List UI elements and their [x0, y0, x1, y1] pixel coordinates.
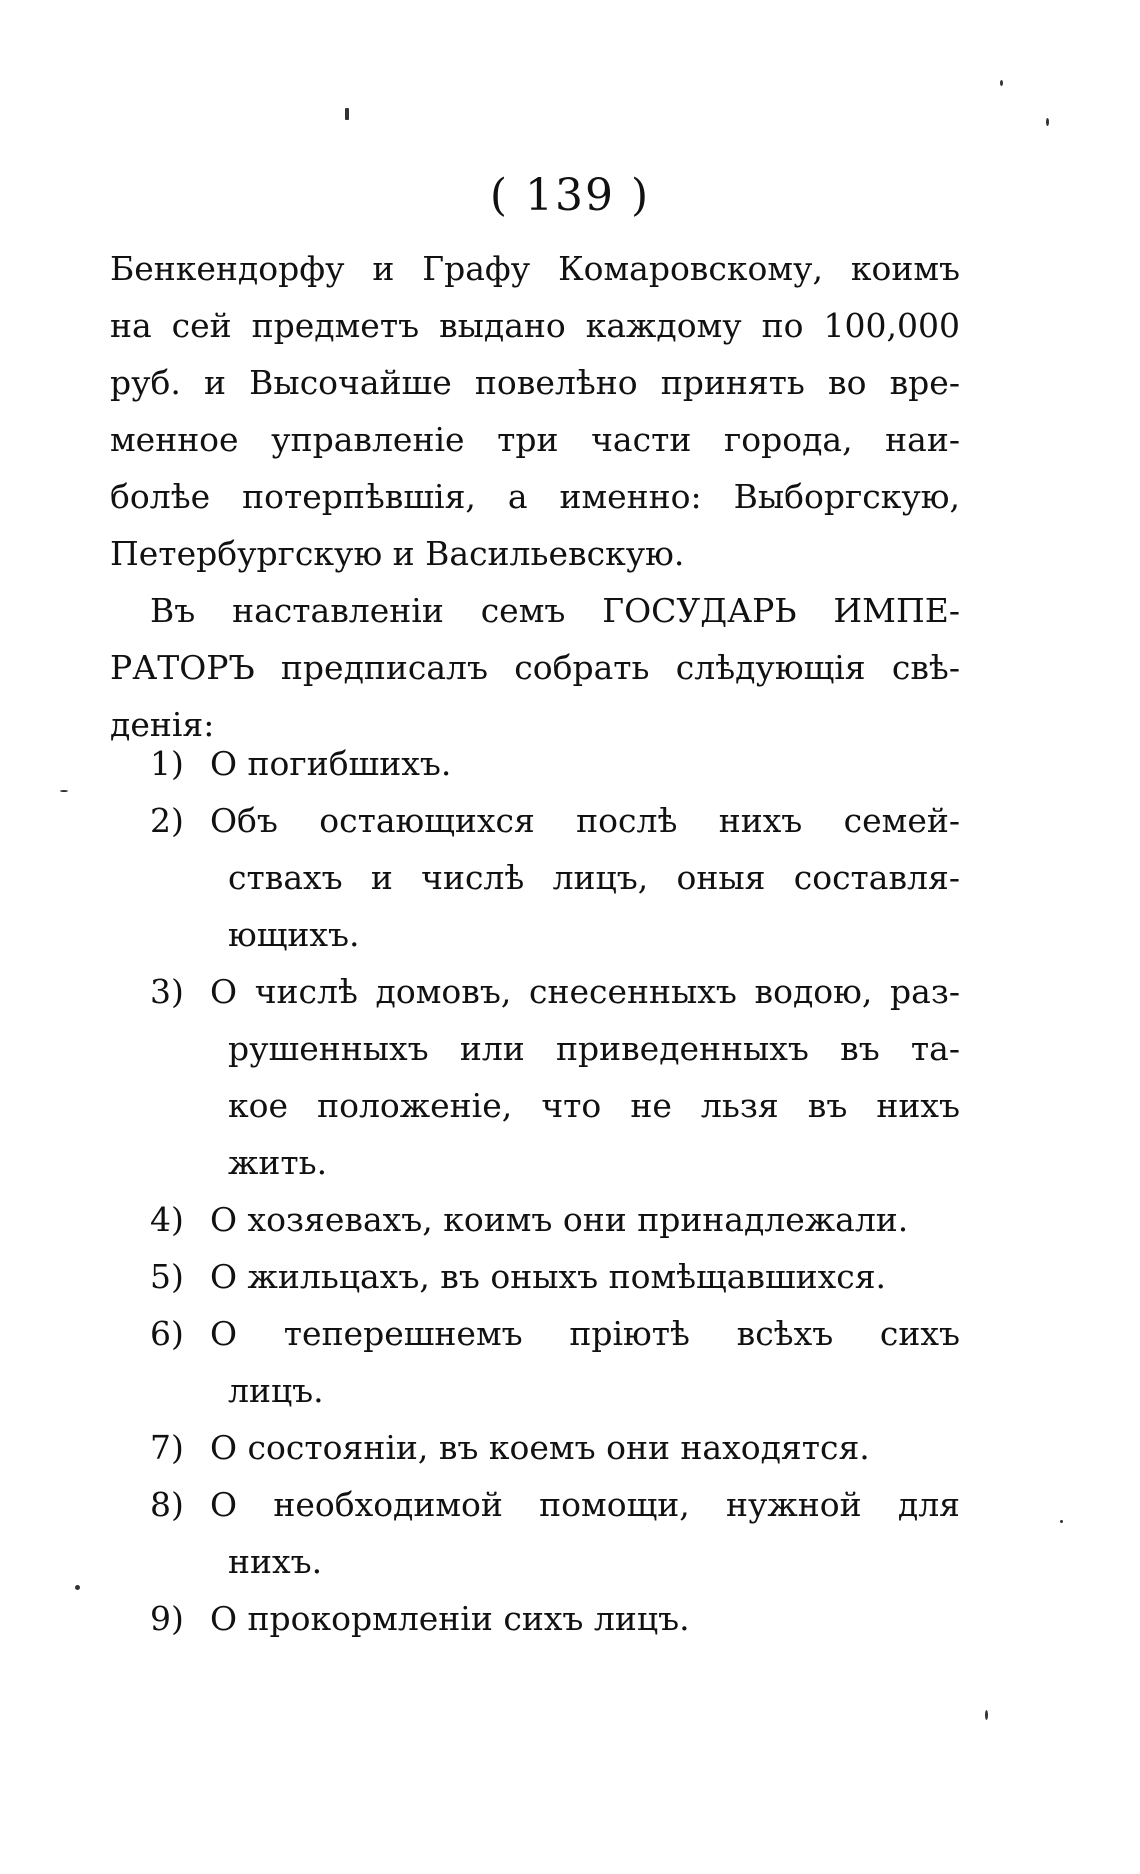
paragraph-1: [110, 240, 960, 582]
paragraph-2: [110, 582, 960, 753]
item-line: лицъ.: [228, 1371, 324, 1410]
item-line: О погибшихъ.: [210, 744, 452, 783]
item-line: О состояніи, въ коемъ они находятся.: [210, 1428, 870, 1467]
item-number: 8): [150, 1485, 184, 1524]
list-item: [110, 1476, 960, 1590]
item-number: 1): [150, 744, 184, 783]
item-line: Объ остающихся послѣ нихъ семей-: [210, 801, 960, 840]
item-line: О прокормленіи сихъ лицъ.: [210, 1599, 690, 1638]
item-line: О хозяевахъ, коимъ они принадлежали.: [210, 1200, 909, 1239]
list-item: [110, 1191, 960, 1248]
item-line: жить.: [228, 1143, 328, 1182]
list-item: [110, 1590, 960, 1647]
item-number: 4): [150, 1200, 184, 1239]
scan-speck: [1046, 118, 1049, 126]
page-number: ( 139 ): [489, 170, 651, 221]
scan-speck: [985, 1710, 988, 1720]
item-number: 3): [150, 972, 184, 1011]
item-number: 2): [150, 801, 184, 840]
item-line: ющихъ.: [228, 915, 360, 954]
scan-speck: [1060, 1520, 1063, 1523]
scan-speck: [75, 1585, 80, 1590]
scan-speck: [345, 108, 349, 120]
item-line: О теперешнемъ пріютѣ всѣхъ сихъ: [210, 1314, 960, 1353]
item-number: 5): [150, 1257, 184, 1296]
list-item: [110, 963, 960, 1191]
item-line: нихъ.: [228, 1542, 323, 1581]
list-item: [110, 1305, 960, 1419]
item-line: ствахъ и числѣ лицъ, оныя составля-: [228, 858, 960, 897]
item-line: О числѣ домовъ, снесенныхъ водою, раз-: [210, 972, 960, 1011]
numbered-list: [110, 735, 960, 1647]
text-line: Въ наставленіи семъ ГОСУДАРЬ ИМПЕ-: [150, 591, 960, 630]
item-number: 6): [150, 1314, 184, 1353]
item-number: 7): [150, 1428, 184, 1467]
text-line: на сей предметъ выдано каждому по 100,000: [110, 306, 960, 345]
text-line: болѣе потерпѣвшія, а именно: Выборгскую,: [110, 477, 960, 516]
text-line: денія:: [110, 705, 215, 744]
scan-speck: [60, 790, 68, 792]
body-text: [110, 240, 960, 753]
item-line: кое положеніе, что не льзя въ нихъ: [228, 1086, 960, 1125]
item-line: О необходимой помощи, нужной для: [210, 1485, 960, 1524]
text-line: менное управленіе три части города, наи-: [110, 420, 960, 459]
item-line: О жильцахъ, въ оныхъ помѣщавшихся.: [210, 1257, 887, 1296]
item-number: 9): [150, 1599, 184, 1638]
list-item: [110, 792, 960, 963]
list-item: [110, 1419, 960, 1476]
text-line: руб. и Высочайше повелѣно принять во вре-: [110, 363, 960, 402]
list-item: [110, 1248, 960, 1305]
text-line: РАТОРЪ предписалъ собрать слѣдующія свѣ-: [110, 648, 960, 687]
text-line: Петербургскую и Васильевскую.: [110, 534, 685, 573]
item-line: рушенныхъ или приведенныхъ въ та-: [228, 1029, 960, 1068]
scan-speck: [1000, 80, 1003, 86]
text-line: Бенкендорфу и Графу Комаровскому, коимъ: [110, 249, 960, 288]
list-item: [110, 735, 960, 792]
